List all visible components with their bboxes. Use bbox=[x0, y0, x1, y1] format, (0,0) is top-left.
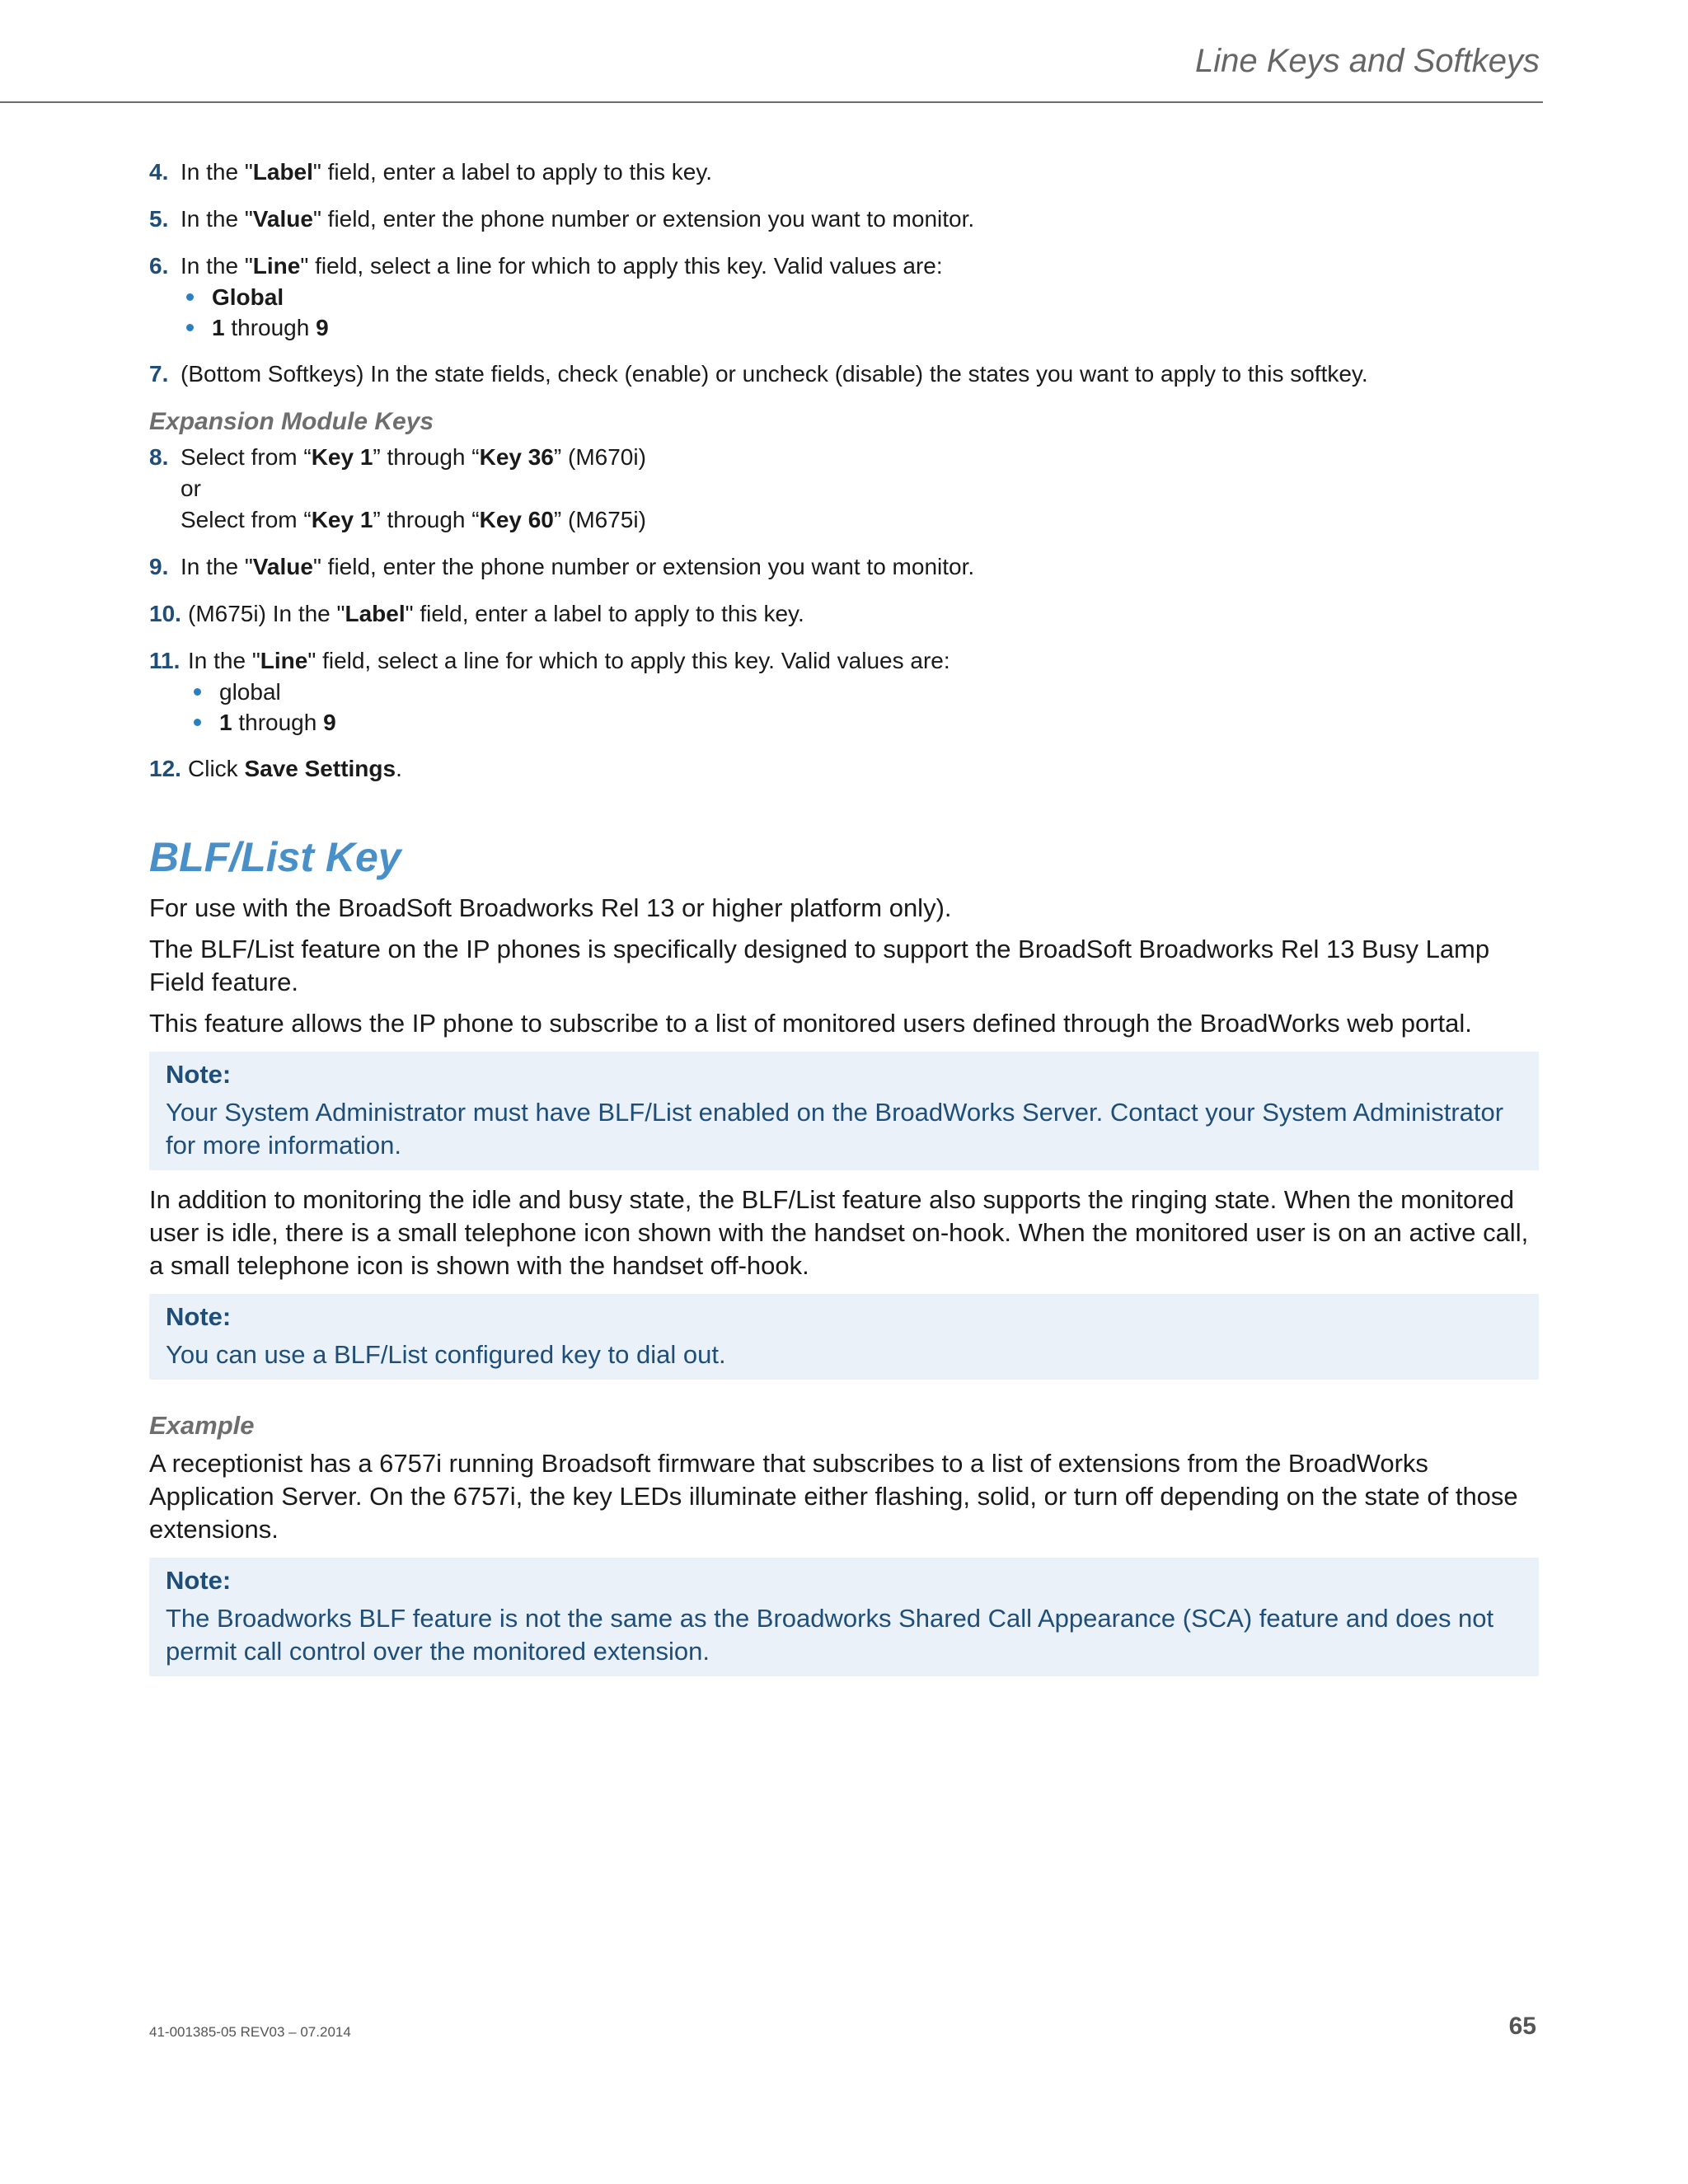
step-5 bbox=[149, 204, 1539, 235]
step-number: 10. bbox=[149, 601, 181, 626]
step-text bbox=[188, 753, 1539, 785]
text-run: " field, enter the phone number or extension you want to monitor. bbox=[312, 554, 975, 579]
text-run: " field, enter a label to apply to this key. bbox=[312, 159, 713, 185]
step-text bbox=[181, 551, 1539, 583]
text-run: Select from “ bbox=[181, 507, 312, 532]
step-text bbox=[181, 204, 1539, 235]
key-name: Key 60 bbox=[479, 507, 554, 532]
step-number: 4. bbox=[149, 159, 169, 185]
text-run: In the " bbox=[181, 253, 253, 279]
step-4 bbox=[149, 157, 1539, 188]
step-number: 8. bbox=[149, 444, 169, 470]
note-text: Your System Administrator must have BLF/List enabled on the BroadWorks Server. Contact your System Administrator for more information. bbox=[166, 1098, 1504, 1160]
list-item bbox=[188, 677, 1539, 707]
note-label: Note: bbox=[166, 1060, 232, 1089]
field-name: Line bbox=[260, 648, 308, 673]
bullet-icon bbox=[186, 324, 194, 331]
bullet-text: global bbox=[219, 679, 281, 705]
field-name: Value bbox=[252, 554, 313, 579]
header-divider bbox=[0, 101, 1543, 103]
step-11 bbox=[149, 645, 1539, 738]
text-run: " field, select a line for which to apply this key. Valid values are: bbox=[300, 253, 943, 279]
step-text bbox=[181, 251, 1539, 343]
text-run: Select from “ bbox=[181, 444, 312, 470]
field-name: Value bbox=[252, 206, 313, 232]
bullet-icon bbox=[186, 293, 194, 301]
step-number: 11. bbox=[149, 648, 181, 673]
bullet-text: Global bbox=[212, 284, 284, 310]
step-6 bbox=[149, 251, 1539, 343]
step-text bbox=[181, 157, 1539, 188]
page-header-title: Line Keys and Softkeys bbox=[1194, 43, 1540, 79]
text-run: (M675i) In the " bbox=[188, 601, 345, 626]
list-item bbox=[181, 282, 1539, 312]
bullet-text: 1 bbox=[212, 315, 225, 340]
list-item bbox=[181, 312, 1539, 343]
bullet-text: 1 bbox=[219, 710, 232, 735]
list-item bbox=[188, 707, 1539, 738]
step-text bbox=[188, 645, 1539, 738]
text-run: " field, enter a label to apply to this key. bbox=[405, 601, 804, 626]
bullet-text: through bbox=[232, 710, 324, 735]
step-number: 12. bbox=[149, 756, 181, 781]
page-number: 65 bbox=[1508, 2013, 1536, 2040]
note-box bbox=[149, 1294, 1539, 1380]
valid-values-list bbox=[181, 282, 1539, 343]
text-run: ” through “ bbox=[373, 507, 480, 532]
text-run: " field, select a line for which to apply this key. Valid values are: bbox=[307, 648, 950, 673]
step-12 bbox=[149, 753, 1539, 785]
step-number: 9. bbox=[149, 554, 169, 579]
paragraph: A receptionist has a 6757i running Broadsoft firmware that subscribes to a list of extensions from the BroadWorks Application Server. On the 6757i, the key LEDs illuminate either flashing, solid, or turn off depending on the state of those extensions. bbox=[149, 1449, 1518, 1544]
bullet-text: 9 bbox=[323, 710, 336, 735]
note-box bbox=[149, 1558, 1539, 1676]
valid-values-list bbox=[188, 677, 1539, 738]
footer-doc-id: 41-001385-05 REV03 – 07.2014 bbox=[149, 2024, 351, 2040]
step-number: 6. bbox=[149, 253, 169, 279]
bullet-text: through bbox=[224, 315, 316, 340]
note-label: Note: bbox=[166, 1566, 232, 1595]
step-number: 7. bbox=[149, 361, 169, 387]
step-number: 5. bbox=[149, 206, 169, 232]
button-name: Save Settings bbox=[244, 756, 396, 781]
text-run: In the " bbox=[181, 206, 253, 232]
text-run: Click bbox=[188, 756, 245, 781]
section-title: BLF/List Key bbox=[149, 834, 401, 880]
key-name: Key 1 bbox=[311, 507, 373, 532]
or-text: or bbox=[181, 476, 201, 501]
step-7 bbox=[149, 359, 1539, 390]
step-10 bbox=[149, 598, 1539, 630]
example-heading: Example bbox=[149, 1411, 255, 1440]
expansion-module-heading: Expansion Module Keys bbox=[149, 408, 434, 435]
note-text: You can use a BLF/List configured key to dial out. bbox=[166, 1340, 726, 1369]
step-text: (Bottom Softkeys) In the state fields, check (enable) or uncheck (disable) the states you want to apply to this softkey. bbox=[181, 361, 1368, 387]
note-box bbox=[149, 1052, 1539, 1170]
text-run: In the " bbox=[181, 159, 253, 185]
bullet-icon bbox=[194, 719, 201, 726]
text-run: ” through “ bbox=[373, 444, 480, 470]
key-name: Key 36 bbox=[479, 444, 554, 470]
paragraph: In addition to monitoring the idle and busy state, the BLF/List feature also supports the ringing state. When the monitored user is idle, there is a small telephone icon shown with the handset on-hook. When the monitored user is on an active call, a small telephone icon is shown with the handset off-hook. bbox=[149, 1185, 1529, 1280]
text-run: . bbox=[396, 756, 402, 781]
step-text bbox=[181, 442, 1539, 536]
bullet-icon bbox=[194, 688, 201, 696]
paragraph: The BLF/List feature on the IP phones is specifically designed to support the BroadSoft Broadworks Rel 13 Busy Lamp Field feature. bbox=[149, 935, 1490, 996]
text-run: ” (M670i) bbox=[553, 444, 646, 470]
step-9 bbox=[149, 551, 1539, 583]
page-content bbox=[149, 157, 1539, 1690]
text-run: ” (M675i) bbox=[553, 507, 646, 532]
field-name: Label bbox=[252, 159, 313, 185]
bullet-text: 9 bbox=[316, 315, 329, 340]
field-name: Label bbox=[345, 601, 406, 626]
text-run: In the " bbox=[181, 554, 253, 579]
step-text bbox=[188, 598, 1539, 630]
paragraph: For use with the BroadSoft Broadworks Rel 13 or higher platform only). bbox=[149, 893, 952, 922]
text-run: " field, enter the phone number or extension you want to monitor. bbox=[312, 206, 975, 232]
field-name: Line bbox=[252, 253, 301, 279]
key-name: Key 1 bbox=[311, 444, 373, 470]
paragraph: This feature allows the IP phone to subscribe to a list of monitored users defined through the BroadWorks web portal. bbox=[149, 1009, 1472, 1038]
note-text: The Broadworks BLF feature is not the same as the Broadworks Shared Call Appearance (SCA) feature and does not permit call control over the monitored extension. bbox=[166, 1604, 1494, 1666]
text-run: In the " bbox=[188, 648, 260, 673]
step-8 bbox=[149, 442, 1539, 536]
note-label: Note: bbox=[166, 1302, 232, 1331]
